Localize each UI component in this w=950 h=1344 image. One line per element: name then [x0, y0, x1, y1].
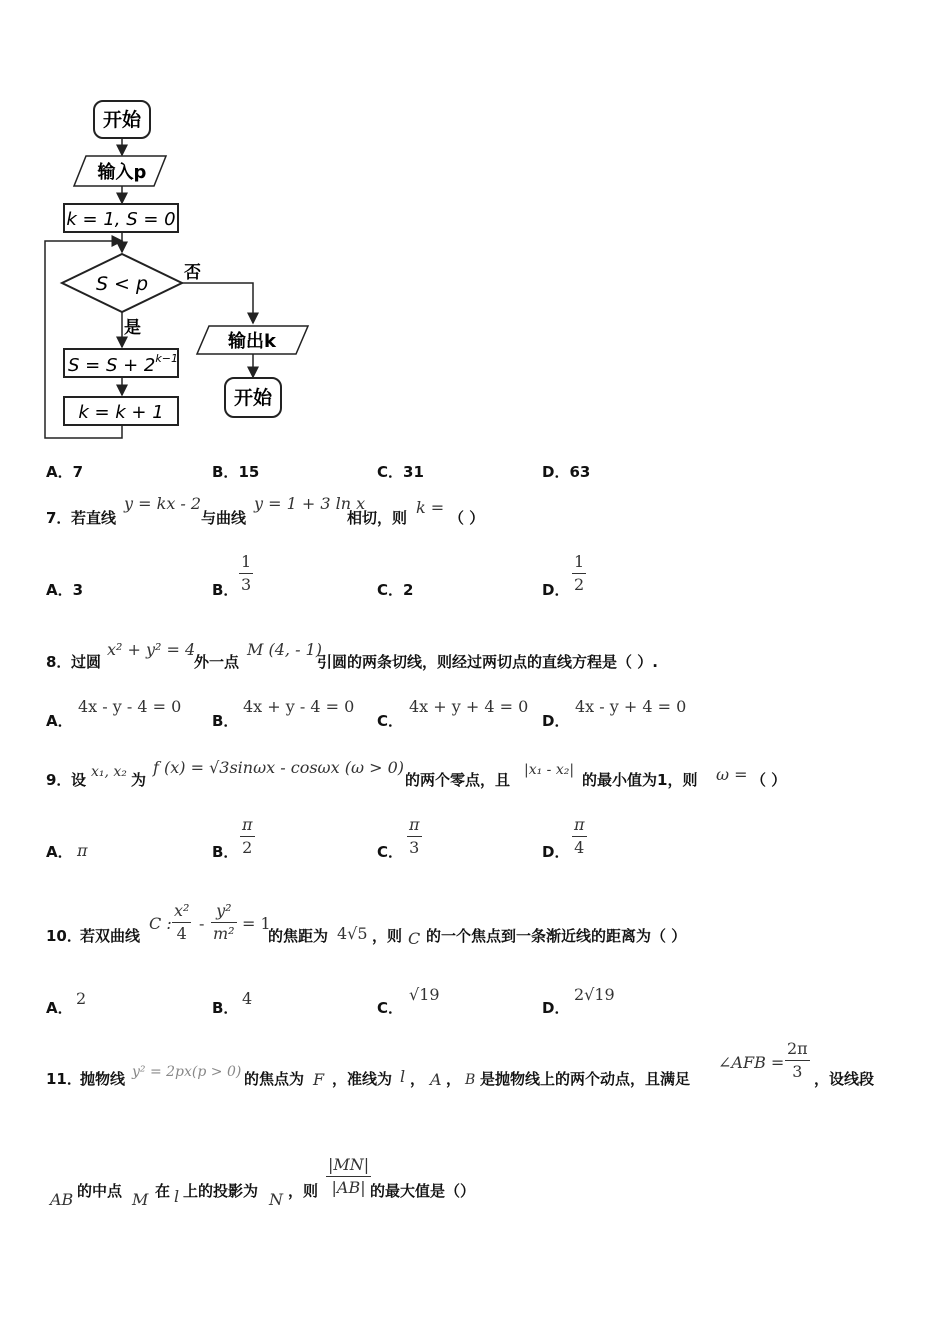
q11-text-4: ， [410, 1070, 426, 1088]
q9-number: 9． [46, 771, 72, 789]
q11-text-3: ，准线为 [332, 1070, 393, 1088]
q11-math-n: N [269, 1190, 283, 1209]
q10-text-1: 若双曲线 [80, 927, 141, 945]
flow-end-text: 开始 [233, 387, 273, 409]
q9-option-d-letter: D． [542, 843, 570, 861]
q11-fraction-mn-ab: |MN| |AB| [328, 1155, 370, 1197]
q8-option-b-eq: 4x + y - 4 = 0 [243, 697, 355, 716]
q11-math-l2: l [174, 1187, 180, 1206]
q10-math-c: C : [149, 914, 172, 933]
q8-option-c-eq: 4x + y + 4 = 0 [409, 697, 529, 716]
q9-math-4: ω = [716, 765, 748, 784]
q11-math-f: F [313, 1070, 325, 1089]
q8-option-c-letter: C． [377, 712, 404, 730]
q10-text-3: ，则 [372, 927, 403, 945]
q11-text-6: 是抛物线上的两个动点，且满足 [480, 1070, 691, 1088]
q7-option-b-letter: B． [212, 581, 239, 599]
q10-text-2: 的焦距为 [268, 927, 329, 945]
q8-text-2: 外一点 [194, 653, 240, 671]
q11-math-l: l [400, 1067, 406, 1086]
q7-math-3: k = [416, 498, 445, 517]
q11-fraction-angle: 2π 3 [787, 1039, 808, 1081]
flow-output-text: 输出k [228, 331, 276, 352]
q10-math-focal: 4√5 [337, 924, 368, 943]
q11-text-7: ，设线段 [814, 1070, 875, 1088]
q11-math-1: y² = 2px(p > 0) [132, 1064, 242, 1080]
flow-init-text: k = 1, S = 0 [66, 209, 176, 230]
q8-text-3: 引圆的两条切线，则经过两切点的直线方程是（ ）. [317, 653, 658, 671]
q6-option-d: D．63 [542, 463, 591, 481]
q10-fraction-y: y² m² [213, 901, 235, 943]
q6-option-a: A．7 [46, 463, 84, 481]
q11-text-1: 抛物线 [80, 1070, 126, 1088]
q11-line2-text-3: 上的投影为 [183, 1182, 259, 1200]
q8-option-b-letter: B． [212, 712, 239, 730]
q11-math-a: A [430, 1070, 442, 1089]
q10-equals: = 1 [242, 914, 271, 933]
q10-minus: - [199, 914, 205, 933]
q10-option-a-letter: A． [46, 999, 73, 1017]
q9-math-3: |x₁ - x₂| [524, 762, 575, 778]
q9-math-2: f (x) = √3sinωx - cosωx (ω > 0) [153, 758, 404, 777]
q8-math-1: x² + y² = 4 [107, 640, 196, 659]
q7-option-d-letter: D． [542, 581, 570, 599]
flowchart [0, 0, 360, 450]
q10-text-4: 的一个焦点到一条渐近线的距离为（ ） [426, 927, 687, 945]
q10-fraction-x: x² 4 [174, 901, 190, 943]
q9-option-c-letter: C． [377, 843, 404, 861]
q7-option-b-fraction: 1 3 [241, 552, 252, 594]
q8-math-2: M (4, - 1) [247, 640, 322, 659]
q11-text-5: ， [446, 1070, 462, 1088]
q11-math-ab: AB [50, 1190, 74, 1209]
q11-line2-text-1: 的中点 [77, 1182, 123, 1200]
q7-option-a: A．3 [46, 581, 84, 599]
flow-update-k-text: k = k + 1 [78, 402, 164, 423]
flow-start-text: 开始 [102, 109, 142, 131]
q9-text-4: 的最小值为1，则 [582, 771, 698, 789]
flow-input-text: 输入p [97, 162, 147, 183]
q7-option-c: C．2 [377, 581, 414, 599]
q7-number: 7． [46, 509, 72, 527]
q9-text-2: 为 [131, 771, 147, 789]
q10-option-c-value: √19 [409, 985, 440, 1004]
q11-math-angle: ∠AFB = [718, 1053, 785, 1072]
flow-decision-text: S < p [95, 273, 149, 295]
flow-no-label: 否 [184, 263, 201, 283]
q8-number: 8． [46, 653, 72, 671]
q11-math-b: B [465, 1072, 476, 1088]
q9-math-1: x₁, x₂ [91, 764, 127, 780]
q10-option-a-value: 2 [76, 989, 87, 1008]
flow-yes-label: 是 [124, 318, 141, 338]
q10-number: 10． [46, 927, 82, 945]
q9-option-d-fraction: π 4 [574, 815, 585, 857]
q11-number: 11． [46, 1070, 82, 1088]
q10-option-c-letter: C． [377, 999, 404, 1017]
q8-option-a-letter: A． [46, 712, 73, 730]
q9-text-3: 的两个零点，且 [405, 771, 511, 789]
q7-text-3: 相切，则 [347, 509, 408, 527]
q7-option-d-fraction: 1 2 [574, 552, 585, 594]
q10-option-d-value: 2√19 [574, 985, 615, 1004]
q10-math-c2: C [408, 929, 421, 948]
q9-text-1: 设 [71, 771, 87, 789]
q9-text-5: （ ） [751, 771, 787, 789]
q10-option-b-value: 4 [242, 989, 253, 1008]
q11-line2-text-2: 在 [155, 1182, 171, 1200]
q7-text-1: 若直线 [71, 509, 117, 527]
q7-text-4: （ ） [449, 509, 485, 527]
q9-option-b-letter: B． [212, 843, 239, 861]
q7-text-2: 与曲线 [201, 509, 247, 527]
q9-option-a-value: π [77, 841, 88, 860]
q9-option-c-fraction: π 3 [409, 815, 420, 857]
q11-line2-text-5: 的最大值是（） [370, 1182, 476, 1200]
q7-math-1: y = kx - 2 [124, 494, 202, 513]
q10-option-d-letter: D． [542, 999, 570, 1017]
q8-option-d-eq: 4x - y + 4 = 0 [575, 697, 687, 716]
q8-option-d-letter: D． [542, 712, 570, 730]
q11-text-2: 的焦点为 [244, 1070, 305, 1088]
q11-math-m: M [132, 1190, 149, 1209]
q9-option-a-letter: A． [46, 843, 73, 861]
q8-option-a-eq: 4x - y - 4 = 0 [78, 697, 182, 716]
q11-line2-text-4: ，则 [288, 1182, 319, 1200]
q6-option-b: B．15 [212, 463, 260, 481]
flow-update-s-text: $S = S + 2^{k-1}$ [68, 352, 178, 376]
q9-option-b-fraction: π 2 [242, 815, 253, 857]
q6-option-c: C．31 [377, 463, 424, 481]
q8-text-1: 过圆 [71, 653, 102, 671]
q10-option-b-letter: B． [212, 999, 239, 1017]
q7-math-2: y = 1 + 3 ln x [254, 494, 366, 513]
